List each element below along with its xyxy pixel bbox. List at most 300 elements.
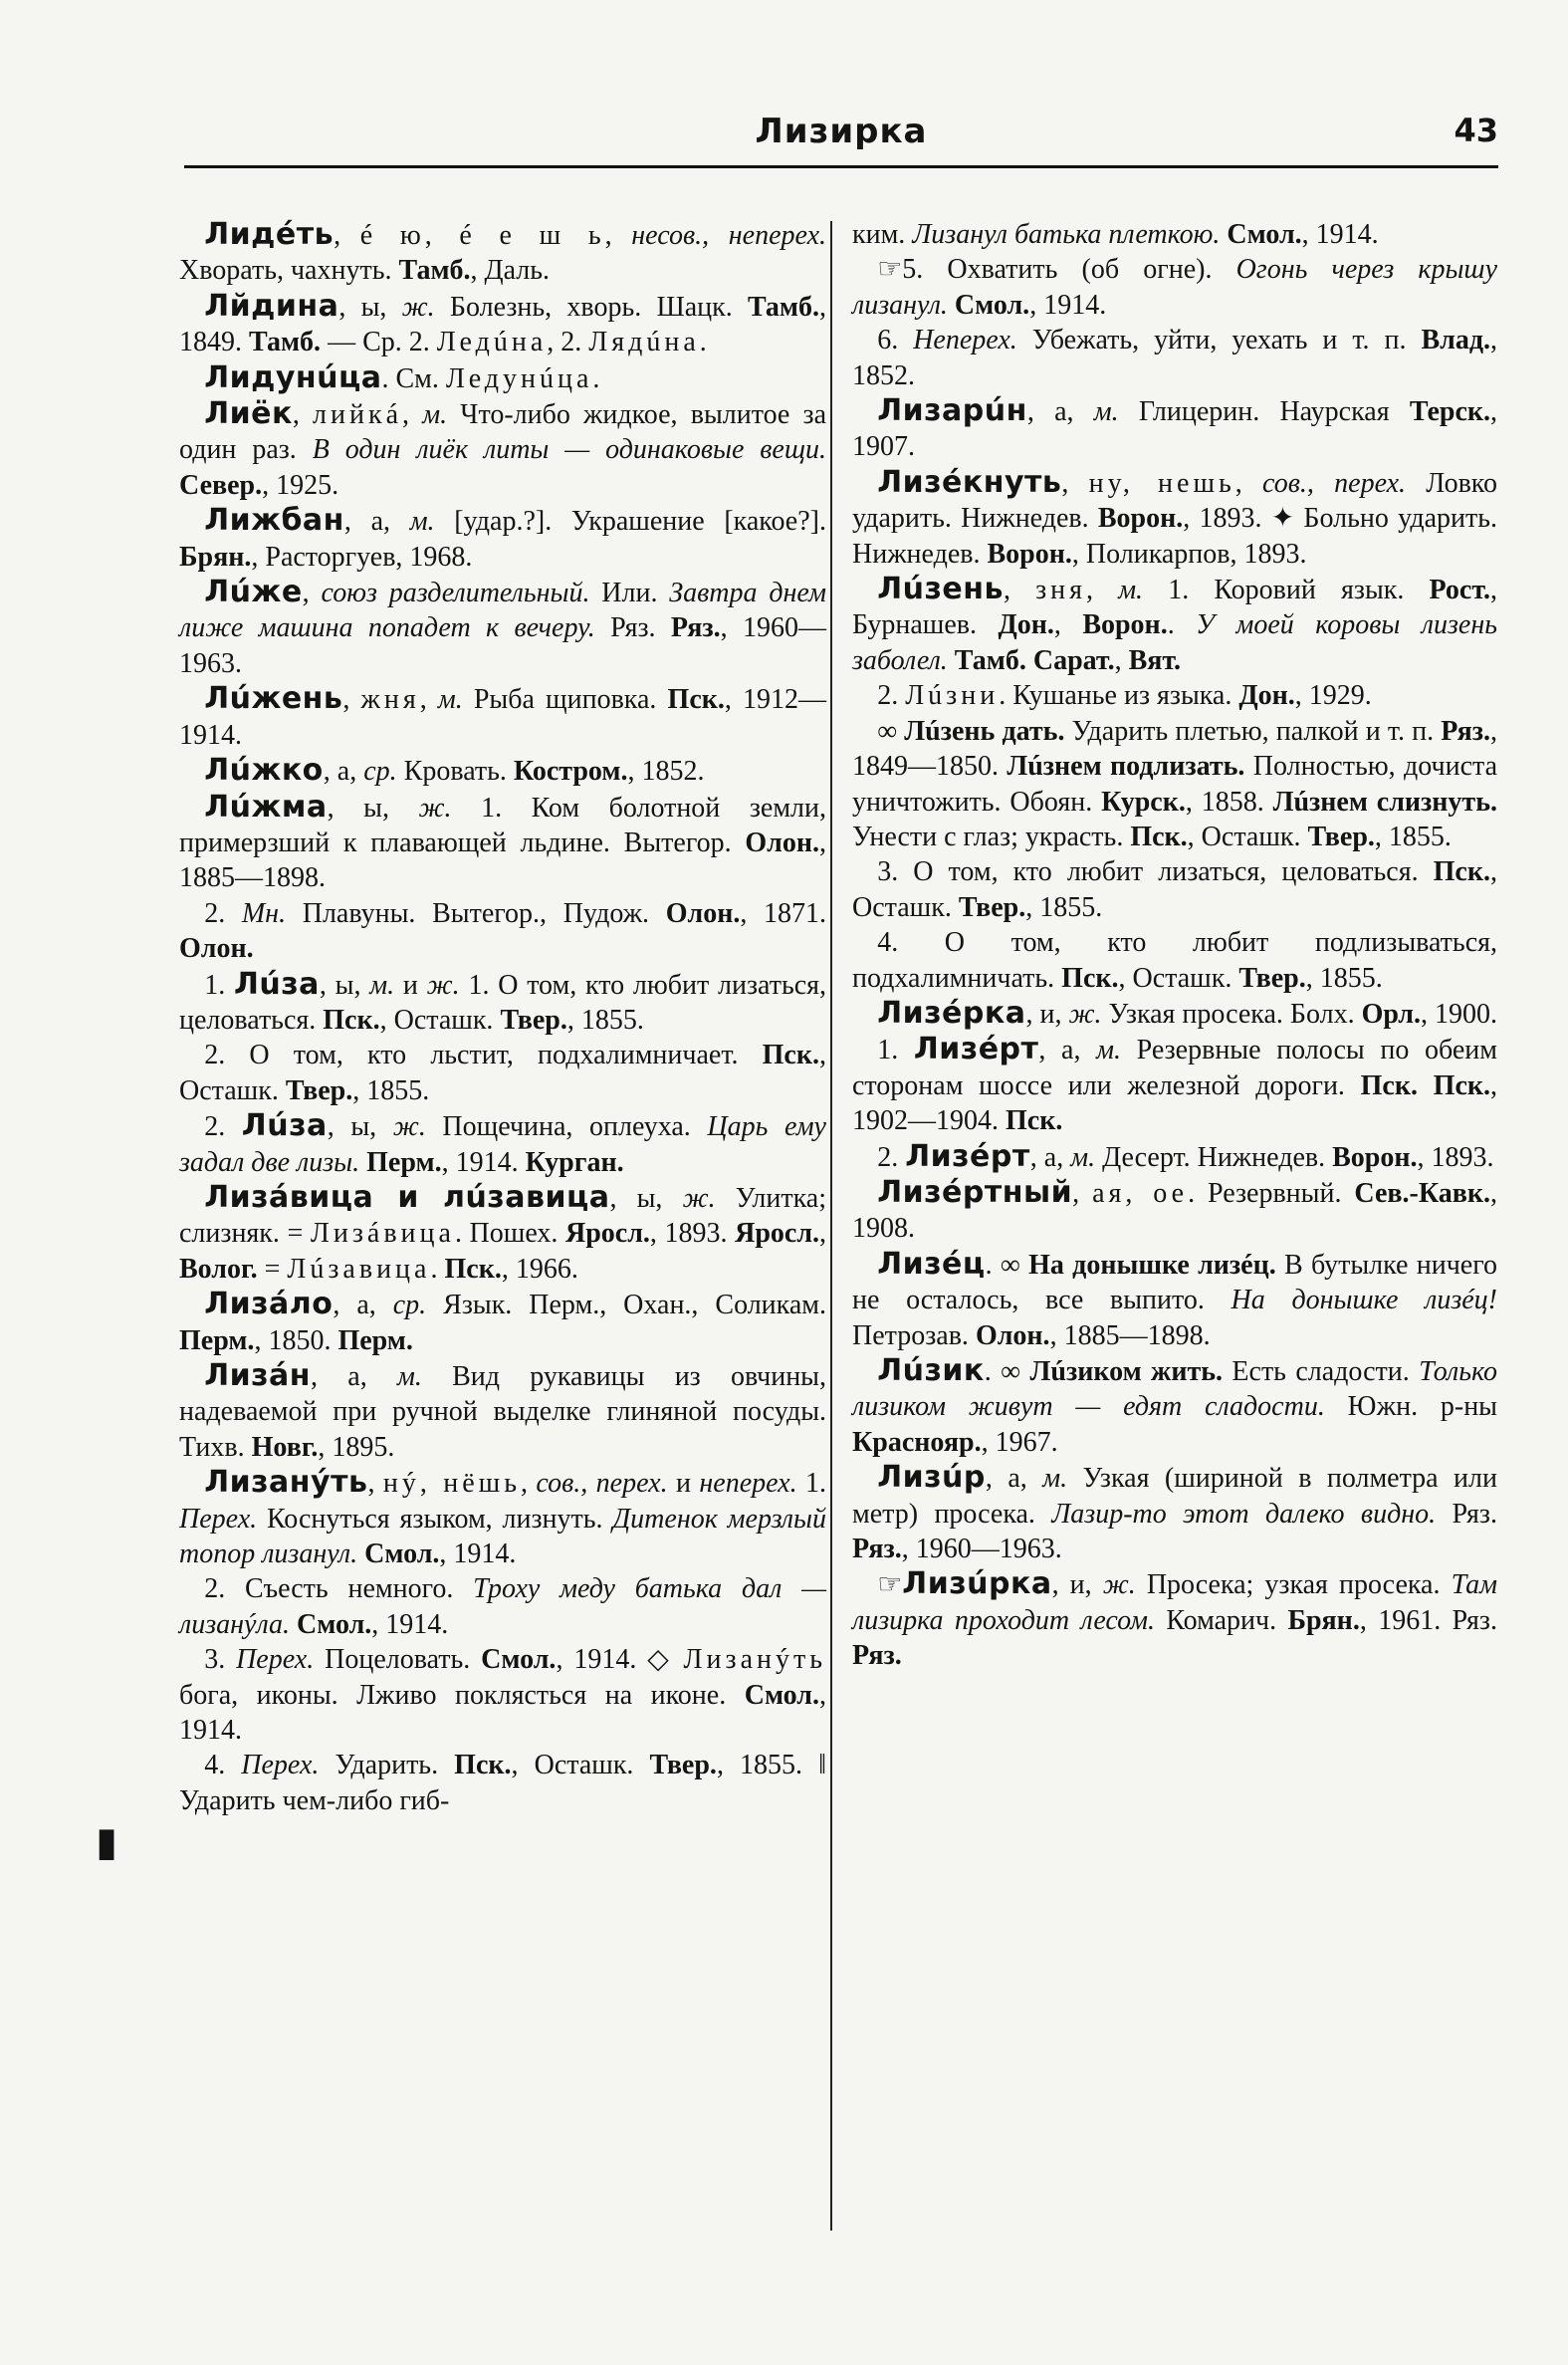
text-run: 4. О том, кто любит подлизываться, подхалимничать. (852, 927, 1497, 994)
text-run: , ы, (327, 792, 419, 824)
italic-text: м. (1093, 396, 1119, 428)
italic-text: У моей коровы лизень заболел. (852, 609, 1497, 676)
abbr-bold: Ворон. (987, 538, 1072, 570)
dictionary-entry (852, 925, 1497, 996)
abbr-bold: Курск. (1101, 786, 1186, 818)
abbr-bold: Брян. (179, 541, 252, 573)
text-run: , (819, 1218, 827, 1250)
text-run (290, 1609, 297, 1640)
abbr-bold: Перм. (337, 1324, 413, 1356)
text-run: , 1855. (566, 1004, 644, 1036)
abbr-bold: Ряз. (1441, 715, 1490, 747)
text-run: , 1885—1898. (1049, 1319, 1211, 1351)
abbr-bold: Рост. (1429, 575, 1490, 606)
italic-text: м. (396, 1361, 422, 1392)
text-run: , Поликарпов, 1893. (1071, 538, 1307, 570)
text-run: Коснуться языком, лизнуть. (257, 1503, 613, 1535)
abbr-bold: Сев.-Кавк. (1354, 1177, 1491, 1209)
text-run: , 1914. (179, 1679, 826, 1747)
text-run: Что-либо жидкое, вылитое за один раз. (179, 399, 827, 466)
text-run: , 1858. (1185, 786, 1273, 818)
text-run: , (367, 1468, 383, 1500)
abbr-bold: Терск. (1409, 396, 1490, 428)
dictionary-entry (852, 996, 1497, 1032)
headword: Лидéть (204, 217, 335, 252)
text-run: , (402, 399, 423, 431)
abbr-bold: Волог. (179, 1253, 258, 1285)
spaced-text: Лядúна (588, 327, 700, 358)
text-run: и (667, 1468, 700, 1500)
abbr-bold: Дон. (1238, 680, 1295, 712)
text-run: 3. О том, кто любит лизаться, целоваться. (877, 856, 1434, 888)
spaced-text: Лизанýть (683, 1644, 826, 1676)
italic-text: Лазир-то этот далеко видно. (1051, 1498, 1437, 1530)
dictionary-entry (179, 1358, 826, 1465)
text-run: , 1960—1963. (901, 1534, 1062, 1565)
abbr-bold: Перм. (366, 1146, 442, 1178)
text-run: , а, (1029, 1141, 1071, 1173)
italic-text: сов., перех. (536, 1468, 668, 1500)
dictionary-entry (852, 252, 1497, 323)
spaced-text: Лизáвица (310, 1218, 455, 1250)
dictionary-entry (852, 1175, 1497, 1247)
italic-text: Там лизирка проходит лесом. (852, 1569, 1497, 1636)
dictionary-entry (852, 678, 1497, 713)
dictionary-entry (852, 1460, 1497, 1566)
text-run: , 1893. ✦ Больно ударить. Нижнедев. (852, 503, 1498, 570)
abbr-bold: Пск. (1006, 1105, 1063, 1137)
text-run: . ∞ (985, 1249, 1029, 1281)
text-run: , ы, (609, 1182, 683, 1214)
page-number: 43 (1454, 112, 1498, 149)
text-run: , 1855. (1374, 821, 1452, 852)
dictionary-entry (179, 1465, 826, 1571)
abbr-bold: Твер. (1238, 962, 1306, 994)
text-run: , а, (985, 1463, 1043, 1495)
text-run: Болезнь, хворь. Шацк. (434, 291, 748, 323)
abbr-bold: Пск. (454, 1750, 512, 1781)
abbr-bold: Пск. (1061, 962, 1119, 994)
abbr-bold: Яросл. (735, 1218, 820, 1250)
dictionary-entry (852, 323, 1497, 393)
text-run: , 1914. (1029, 289, 1107, 321)
header-title: Лизирка (755, 112, 928, 151)
text-run: Пощечина, оплеуха. (425, 1111, 708, 1143)
text-run: , Осташк. (1118, 962, 1239, 994)
italic-text: ж. (392, 1111, 426, 1143)
right-column (852, 217, 1497, 1674)
abbr-bold: Ворон. (1332, 1141, 1418, 1173)
text-run: , Осташк. (511, 1750, 650, 1781)
margin-mark: ▮ (96, 1819, 118, 1864)
left-column (179, 217, 826, 1818)
text-run: , 1961. Ряз. (1359, 1604, 1497, 1636)
text-run: , (419, 684, 438, 716)
text-run: Поцеловать. (314, 1644, 482, 1676)
headword: Лиёк (204, 396, 293, 432)
text-run: , и, (1051, 1569, 1103, 1601)
text-run: Узкая просека. Болх. (1101, 998, 1362, 1030)
headword: Лизáн (204, 1358, 312, 1393)
headword: Лизáло (204, 1287, 334, 1322)
text-run: , Осташк. (179, 1040, 826, 1106)
italic-text: Дитенок мерзлый топор лизанул. (179, 1503, 826, 1570)
dictionary-entry (179, 896, 826, 967)
text-run: , 1908. (852, 1177, 1498, 1245)
italic-text: союз разделительный. (321, 578, 590, 609)
text-run: , Даль. (470, 255, 551, 287)
text-run: Улитка; слизняк. = (179, 1182, 826, 1250)
text-run: 2. (204, 1111, 242, 1143)
italic-text: Перех. (241, 1750, 320, 1781)
text-run: Полностью, дочиста уничтожить. Обоян. (852, 751, 1497, 818)
spaced-text: Лúзни (905, 680, 1000, 712)
italic-text: Троху меду батька дал — лизанýла. (179, 1573, 826, 1640)
abbr-bold: Тамб. (249, 327, 322, 358)
abbr-bold: Влад. (1421, 325, 1490, 356)
text-run: , 1893. (1417, 1141, 1494, 1173)
abbr-bold: Костром. (513, 756, 628, 788)
text-run: , (1072, 1177, 1093, 1209)
text-run: бога, иконы. Лживо поклясться на иконе. (179, 1679, 745, 1711)
dictionary-entry (852, 714, 1497, 855)
headword: Лúжма (204, 789, 328, 825)
dictionary-entry (179, 1038, 826, 1108)
dictionary-entry (852, 854, 1497, 925)
headword: Лúже (204, 575, 303, 610)
text-run (948, 290, 955, 321)
dictionary-entry (179, 1180, 826, 1287)
text-run: , 1850. (254, 1324, 338, 1356)
text-run: , 1893. (649, 1218, 736, 1250)
italic-text: ж. (1102, 1569, 1136, 1601)
text-run: Глицерин. Наурская (1118, 396, 1410, 428)
column-divider (830, 221, 832, 2231)
text-run: Плавуны. Вытегор., Пудож. (286, 897, 666, 929)
spaced-text: Ледунúца (445, 362, 593, 394)
text-run: . (430, 1253, 445, 1285)
text-run: Хворать, чахнуть. (179, 255, 399, 287)
text-run: , 1914. (371, 1608, 449, 1640)
italic-text: м. (1070, 1141, 1096, 1173)
text-run: Южн. р-ны (1324, 1391, 1497, 1423)
text-run: , 1902—1904. (852, 1069, 1498, 1137)
italic-text: ж. (401, 291, 435, 323)
italic-text: ср. (363, 756, 397, 788)
italic-text: ж. (682, 1182, 716, 1214)
abbr-bold: Ряз. (852, 1534, 902, 1565)
text-run: Просека; узкая просека. (1135, 1569, 1452, 1601)
headword: Лизéрт (905, 1138, 1030, 1174)
text-run: , 1912—1914. (179, 684, 827, 751)
text-run: , а, (1038, 1035, 1097, 1066)
abbr-bold: Пск. (1360, 1069, 1418, 1101)
abbr-bold: Твер. (285, 1074, 353, 1106)
dictionary-entry (852, 465, 1497, 572)
italic-text: Неперех. (913, 325, 1017, 356)
dictionary-entry (179, 396, 826, 503)
text-run: Есть сладости. (1223, 1356, 1420, 1387)
headword: Лúза (233, 966, 320, 1002)
dictionary-entry (179, 1571, 826, 1642)
text-run: Узкая (шириной в полметра или метр) просека. (852, 1463, 1497, 1530)
text-run: Язык. Перм., Охан., Соликам. (426, 1290, 826, 1321)
headword: Лúзень (877, 572, 1004, 607)
text-run: Комарич. (1154, 1604, 1288, 1636)
abbr-bold: Смол. (297, 1608, 372, 1640)
text-run: , (1114, 644, 1129, 676)
text-run: 2. Съесть немного. (204, 1573, 474, 1605)
headword: Лúзик (877, 1353, 985, 1388)
italic-text: м. (1096, 1035, 1121, 1066)
text-run: ☞5. Охватить (об огне). (877, 254, 1236, 286)
text-run: , а, (333, 1290, 393, 1321)
dictionary-entry (179, 289, 826, 360)
italic-text: ср. (392, 1290, 427, 1321)
abbr-bold: Ворон. (1082, 609, 1168, 641)
headword: Лизáвица и лúзавица (204, 1179, 610, 1215)
abbr-bold: Олон. (179, 933, 254, 965)
headword: Лизúрка (902, 1566, 1052, 1602)
text-run: . (592, 362, 600, 394)
dictionary-entry (179, 1108, 826, 1180)
abbr-bold: Пск. (1130, 821, 1188, 852)
italic-text: Только лизиком живут — едят сладости. (852, 1356, 1497, 1423)
text-run: , 1907. (852, 396, 1497, 463)
text-run: , а, (311, 1361, 397, 1392)
italic-text: м. (1118, 575, 1144, 606)
text-run: 4. (204, 1750, 242, 1781)
text-run: , 1855. (352, 1074, 430, 1106)
dictionary-entry (852, 572, 1497, 678)
dictionary-entry (179, 681, 826, 753)
abbr-bold: Ряз. (852, 1640, 902, 1672)
text-run: , 1855. (1305, 962, 1383, 994)
abbr-bold: Тамб. (398, 255, 471, 287)
abbr-bold: Курган. (525, 1146, 624, 1178)
italic-text: м. (422, 399, 448, 431)
spaced-text: зня (1035, 575, 1087, 606)
italic-text: Завтра днем лиже машина попадет к вечеру. (179, 578, 826, 644)
italic-text: Перех. (179, 1503, 258, 1535)
text-run: Петрозав. (852, 1319, 976, 1351)
text-run: , 1925. (262, 469, 339, 501)
abbr-bold: Пск. (762, 1040, 819, 1071)
italic-text: несов., неперех. (631, 220, 827, 251)
headword: Лижбан (204, 503, 344, 539)
text-run: , (520, 1468, 537, 1500)
abbr-bold: Твер. (958, 891, 1026, 923)
text-run: , 1885—1898. (179, 827, 826, 894)
running-header (184, 108, 1498, 167)
text-run: ∞ (877, 715, 905, 747)
abbr-bold: Смол. (1227, 219, 1302, 250)
text-run: , 1914. (439, 1538, 517, 1570)
spaced-text: лийкá (313, 399, 403, 431)
abbr-bold: Лúзнем слизнуть. (1272, 786, 1497, 818)
text-run: 1. Ком болотной земли, примерзший к плавающей льдине. Вытегор. (179, 792, 826, 858)
text-run: , 1914. (441, 1146, 526, 1178)
text-run: , (1003, 575, 1036, 606)
dictionary-entry (179, 967, 826, 1039)
italic-text: сов., перех. (1262, 467, 1407, 499)
text-run: . См. (381, 362, 446, 394)
italic-text: м. (369, 969, 395, 1001)
text-run: — Ср. 2. (321, 327, 437, 358)
text-run: , 1855. ‖ Ударить чем-либо гиб- (179, 1750, 826, 1816)
text-run: , (604, 220, 632, 251)
dictionary-entry (179, 1287, 826, 1358)
headword: Лизарúн (877, 393, 1027, 429)
text-run: , ы, (338, 291, 402, 323)
spaced-text: é ю, é е ш ь (359, 220, 605, 251)
italic-text: Огонь через крышу лизанул. (852, 254, 1497, 321)
text-run: 1. (796, 1468, 827, 1500)
headword: Лизéрка (877, 995, 1026, 1031)
spaced-text: нý, нёшь (382, 1468, 521, 1500)
text-run: , 1914. (1301, 219, 1379, 250)
italic-text: На донышке лизéц! (1231, 1285, 1497, 1316)
text-run: Унести с глаз; украсть. (852, 821, 1131, 852)
headword: Лизанýть (204, 1465, 368, 1501)
abbr-bold: Пск. (1433, 856, 1490, 888)
text-run: , 1914. ◇ (556, 1644, 684, 1676)
text-run: , Осташк. (852, 856, 1497, 923)
text-run: 6. (877, 325, 914, 356)
text-run: , Расторгуев, 1968. (251, 541, 473, 573)
text-run: , (1234, 467, 1263, 499)
text-run: [удар.?]. Украшение [какое?]. (434, 506, 826, 538)
text-run: , 1966. (501, 1253, 578, 1285)
abbr-bold: Новг. (251, 1431, 319, 1463)
text-run: Убежать, уйти, уехать и т. п. (1016, 325, 1422, 356)
text-run: 1. (204, 969, 234, 1001)
text-run: Ударить плетью, палкой и т. п. (1064, 715, 1442, 747)
dictionary-entry (179, 753, 826, 789)
headword: Лúза (241, 1108, 328, 1144)
italic-text: ж. (1068, 998, 1102, 1030)
text-run: . (699, 327, 707, 358)
text-run: В бутылке ничего не осталось, все выпито. (852, 1249, 1498, 1316)
abbr-bold: Смол. (744, 1679, 819, 1711)
text-run: , 1929. (1294, 680, 1372, 712)
headword: Лизéртный (877, 1174, 1073, 1210)
italic-text: м. (1042, 1463, 1068, 1495)
header-rule (184, 165, 1498, 168)
italic-text: неперех. (699, 1468, 797, 1500)
headword: Лидунúца (204, 359, 382, 395)
text-run: , (1086, 575, 1119, 606)
headword: Лизúр (877, 1460, 986, 1496)
abbr-bold: Твер. (1307, 821, 1375, 852)
abbr-bold: Твер. (649, 1750, 717, 1781)
abbr-bold: Смол. (364, 1538, 440, 1570)
headword: Лизéрт (913, 1032, 1039, 1067)
text-run: , и, (1025, 998, 1069, 1030)
spaced-text: Ледúна (436, 327, 548, 358)
text-run: , (302, 578, 322, 609)
italic-text: Лизанул батька плеткою. (912, 219, 1221, 250)
italic-text: Перех. (236, 1644, 315, 1676)
text-run: . (1167, 609, 1197, 641)
dictionary-entry (852, 1139, 1497, 1175)
abbr-bold: Брян. (1287, 1604, 1360, 1636)
abbr-bold: Краснояр. (852, 1426, 982, 1458)
abbr-bold: Тамб. (954, 644, 1026, 676)
dictionary-entry (179, 790, 826, 896)
text-run: Ловко ударить. Нижнедев. (852, 467, 1497, 535)
abbr-bold: Сарат. (1032, 644, 1115, 676)
text-run: Ряз. (594, 612, 671, 644)
text-run: , 1852. (627, 756, 705, 788)
italic-text: м. (437, 684, 463, 716)
abbr-bold: Тамб. (747, 291, 820, 323)
abbr-bold: Пск. (667, 684, 725, 716)
text-run: , Осташк. (1187, 821, 1308, 852)
text-run: Ударить. (319, 1750, 455, 1781)
headword: Лúжень (204, 681, 343, 717)
headword: Лизéкнуть (877, 464, 1062, 500)
abbr-bold: Лúзиком жить. (1029, 1356, 1224, 1387)
text-run: . ∞ (984, 1356, 1030, 1387)
dictionary-entry (852, 393, 1497, 465)
text-run: . Кушанье из языка. (999, 680, 1239, 712)
text-run: , (1061, 467, 1089, 499)
text-run: Резервные полосы по обеим сторонам шоссе или железной дороги. (852, 1035, 1497, 1101)
dictionary-entry (852, 217, 1497, 252)
headword: Лизéц (877, 1246, 986, 1282)
text-run (1418, 1070, 1434, 1101)
text-run: 2. (877, 1141, 906, 1173)
spaced-text: ая, ое (1092, 1177, 1189, 1209)
italic-text: м. (409, 506, 435, 538)
abbr-bold: Пск. (444, 1253, 502, 1285)
text-run: 3. (204, 1644, 237, 1676)
abbr-bold: Орл. (1361, 998, 1421, 1030)
text-run: 2. (877, 680, 906, 712)
abbr-bold: На донышке лизéц. (1028, 1249, 1276, 1281)
text-run: , 1967. (981, 1426, 1058, 1458)
abbr-bold: Твер. (500, 1004, 567, 1036)
text-run: , (334, 220, 360, 251)
text-run: , 1900. (1420, 998, 1497, 1030)
text-run: и (394, 969, 427, 1001)
spaced-text: ну, нешь (1088, 467, 1235, 499)
text-run: , 2. (547, 327, 589, 358)
abbr-bold: Олон. (745, 827, 819, 858)
text-run: , а, (343, 506, 410, 538)
abbr-bold: Олон. (665, 897, 741, 929)
text-run: Или. (589, 578, 670, 609)
abbr-bold: Лúзнем подлизать. (1007, 751, 1245, 783)
spaced-text: Лúзавица (287, 1253, 431, 1285)
text-run: , 1849—1850. (852, 715, 1497, 783)
text-run: Рыба щиповка. (462, 684, 668, 716)
text-run: , а, (1026, 396, 1094, 428)
abbr-bold: Вят. (1128, 644, 1182, 676)
text-run: . Резервный. (1188, 1177, 1355, 1209)
dictionary-entry (852, 1247, 1497, 1353)
text-run: = (257, 1253, 288, 1285)
spaced-text: жня (360, 684, 420, 716)
text-run: ким. (852, 219, 913, 250)
text-run: , а, (323, 756, 364, 788)
dictionary-entry (179, 1748, 826, 1818)
text-run: , 1855. (1025, 891, 1103, 923)
abbr-bold: Ряз. (670, 612, 721, 644)
dictionary-entry (179, 1642, 826, 1748)
dictionary-entry (852, 1353, 1497, 1460)
